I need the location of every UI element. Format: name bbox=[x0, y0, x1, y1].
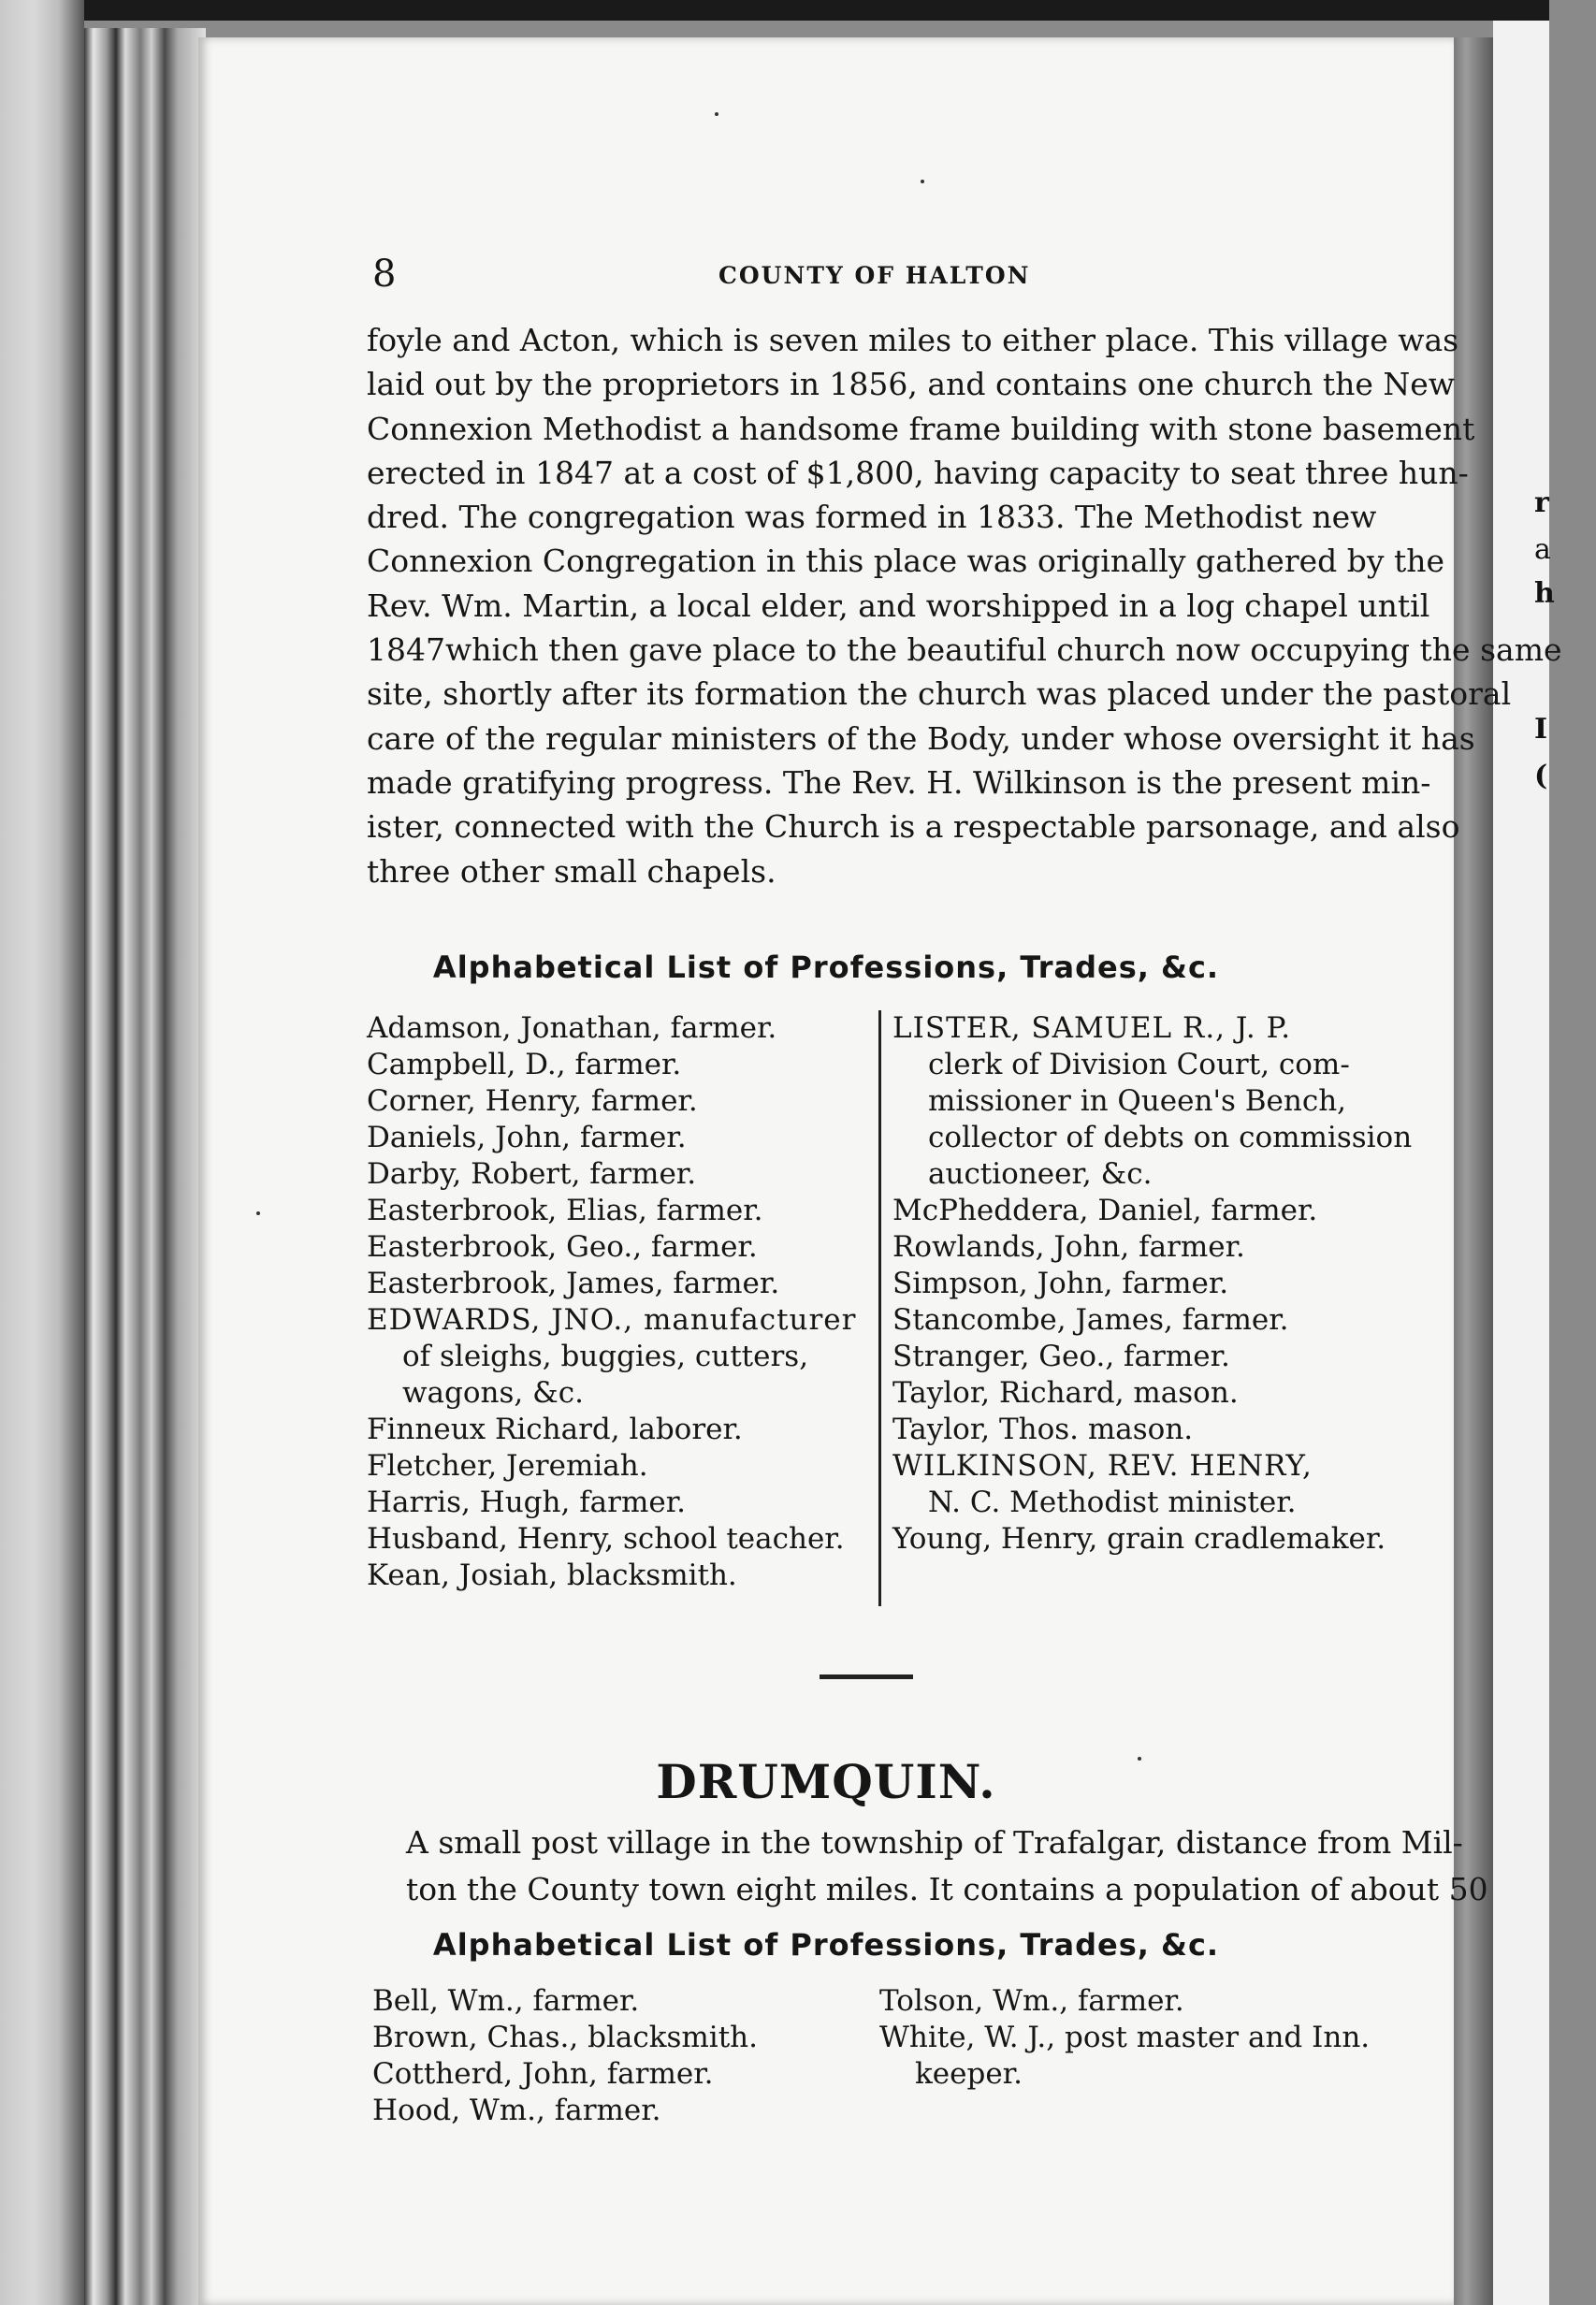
text-line: laid out by the proprietors in 1856, and contains one church the New bbox=[367, 366, 1456, 403]
directory-right-column bbox=[892, 1010, 1412, 1558]
text-line: three other small chapels. bbox=[367, 852, 776, 890]
list-item: Hood, Wm., farmer. bbox=[372, 2094, 661, 2127]
text-line: 1847which then gave place to the beautiful church now occupying the same bbox=[367, 631, 1562, 669]
page-number: 8 bbox=[372, 253, 397, 296]
list-item-continuation: collector of debts on commission bbox=[928, 1121, 1413, 1154]
text-line: A small post village in the township of Trafalgar, distance from Mil- bbox=[406, 1824, 1463, 1861]
list-item: Brown, Chas., blacksmith. bbox=[372, 2021, 758, 2054]
text-line: ister, connected with the Church is a respectable parsonage, and also bbox=[367, 808, 1460, 846]
list-item: LISTER, SAMUEL R., J. P. bbox=[892, 1011, 1292, 1045]
print-speck bbox=[921, 180, 924, 183]
list-item: Stancombe, James, farmer. bbox=[892, 1303, 1289, 1337]
list-heading: Alphabetical List of Professions, Trades, &c. bbox=[432, 950, 1220, 985]
book-binding bbox=[0, 0, 84, 2305]
print-speck bbox=[715, 112, 718, 116]
text-line: Rev. Wm. Martin, a local elder, and worshipped in a log chapel until bbox=[367, 587, 1430, 624]
text-line: care of the regular ministers of the Body, under whose oversight it has bbox=[367, 719, 1475, 757]
text-line: dred. The congregation was formed in 1833. The Methodist new bbox=[367, 499, 1377, 536]
village-description bbox=[369, 1819, 1596, 1913]
list-item: Kean, Josiah, blacksmith. bbox=[367, 1558, 737, 1592]
list-item: Young, Henry, grain cradlemaker. bbox=[892, 1522, 1386, 1556]
list-item-continuation: wagons, &c. bbox=[402, 1376, 584, 1410]
next-page-fragment: h bbox=[1534, 577, 1555, 610]
list-item-continuation: auctioneer, &c. bbox=[928, 1157, 1153, 1191]
list-heading: Alphabetical List of Professions, Trades, &c. bbox=[432, 1927, 1220, 1963]
body-paragraph bbox=[367, 318, 1594, 893]
list-item-continuation: clerk of Division Court, com- bbox=[928, 1048, 1350, 1081]
book-page bbox=[198, 37, 1562, 2305]
directory-right-column bbox=[879, 1983, 1370, 2093]
list-item: Fletcher, Jeremiah. bbox=[367, 1449, 648, 1483]
list-item: Daniels, John, farmer. bbox=[367, 1121, 687, 1154]
next-page-fragment: a bbox=[1534, 533, 1551, 566]
list-item: EDWARDS, JNO., manufacturer bbox=[367, 1303, 857, 1337]
list-item: Finneux Richard, laborer. bbox=[367, 1413, 743, 1446]
text-line: site, shortly after its formation the church was placed under the pastoral bbox=[367, 675, 1512, 713]
running-title: COUNTY OF HALTON bbox=[718, 262, 1031, 289]
next-page-fragment: ( bbox=[1534, 760, 1548, 792]
list-item-continuation: of sleighs, buggies, cutters, bbox=[402, 1340, 809, 1373]
next-page-fragment: I bbox=[1534, 713, 1548, 746]
running-header bbox=[198, 253, 1454, 299]
list-item: Taylor, Thos. mason. bbox=[892, 1413, 1194, 1446]
list-item: Cottherd, John, farmer. bbox=[372, 2057, 714, 2091]
list-item: White, W. J., post master and Inn. bbox=[879, 2021, 1371, 2054]
list-item: Adamson, Jonathan, farmer. bbox=[367, 1011, 777, 1045]
directory-left-column bbox=[367, 1010, 856, 1594]
list-item: Bell, Wm., farmer. bbox=[372, 1984, 640, 2018]
list-item-continuation: missioner in Queen's Bench, bbox=[928, 1084, 1347, 1118]
list-item: Campbell, D., farmer. bbox=[367, 1048, 682, 1081]
list-item: McPheddera, Daniel, farmer. bbox=[892, 1194, 1318, 1227]
section-separator bbox=[820, 1674, 913, 1679]
text-line: foyle and Acton, which is seven miles to either place. This village was bbox=[367, 322, 1459, 358]
list-item: Darby, Robert, farmer. bbox=[367, 1157, 697, 1191]
directory-left-column bbox=[372, 1983, 758, 2129]
text-line: erected in 1847 at a cost of $1,800, having capacity to seat three hun- bbox=[367, 454, 1469, 491]
village-title: DRUMQUIN. bbox=[656, 1754, 996, 1809]
list-item: Easterbrook, Geo., farmer. bbox=[367, 1230, 758, 1264]
list-item: Taylor, Richard, mason. bbox=[892, 1376, 1239, 1410]
text-line: made gratifying progress. The Rev. H. Wilkinson is the present min- bbox=[367, 763, 1431, 801]
list-item: Easterbrook, Elias, farmer. bbox=[367, 1194, 763, 1227]
list-item-continuation: N. C. Methodist minister. bbox=[928, 1486, 1297, 1519]
list-item: Easterbrook, James, farmer. bbox=[367, 1267, 780, 1300]
list-item: Simpson, John, farmer. bbox=[892, 1267, 1229, 1300]
next-page-fragment: r bbox=[1534, 486, 1549, 519]
scan-border-top bbox=[0, 0, 1549, 21]
list-item-continuation: keeper. bbox=[915, 2057, 1023, 2091]
text-line: ton the County town eight miles. It contains a population of about 50 bbox=[406, 1871, 1488, 1907]
list-item: Corner, Henry, farmer. bbox=[367, 1084, 698, 1118]
column-divider bbox=[878, 1010, 881, 1606]
list-item: Harris, Hugh, farmer. bbox=[367, 1486, 686, 1519]
list-item: WILKINSON, REV. HENRY, bbox=[892, 1449, 1313, 1483]
list-item: Husband, Henry, school teacher. bbox=[367, 1522, 845, 1556]
print-speck bbox=[256, 1211, 260, 1215]
list-item: Rowlands, John, farmer. bbox=[892, 1230, 1245, 1264]
text-line: Connexion Congregation in this place was originally gathered by the bbox=[367, 543, 1445, 580]
list-item: Tolson, Wm., farmer. bbox=[879, 1984, 1184, 2018]
page-edges-stack bbox=[84, 28, 206, 2305]
list-item: Stranger, Geo., farmer. bbox=[892, 1340, 1230, 1373]
text-line: Connexion Methodist a handsome frame building with stone basement bbox=[367, 410, 1475, 447]
